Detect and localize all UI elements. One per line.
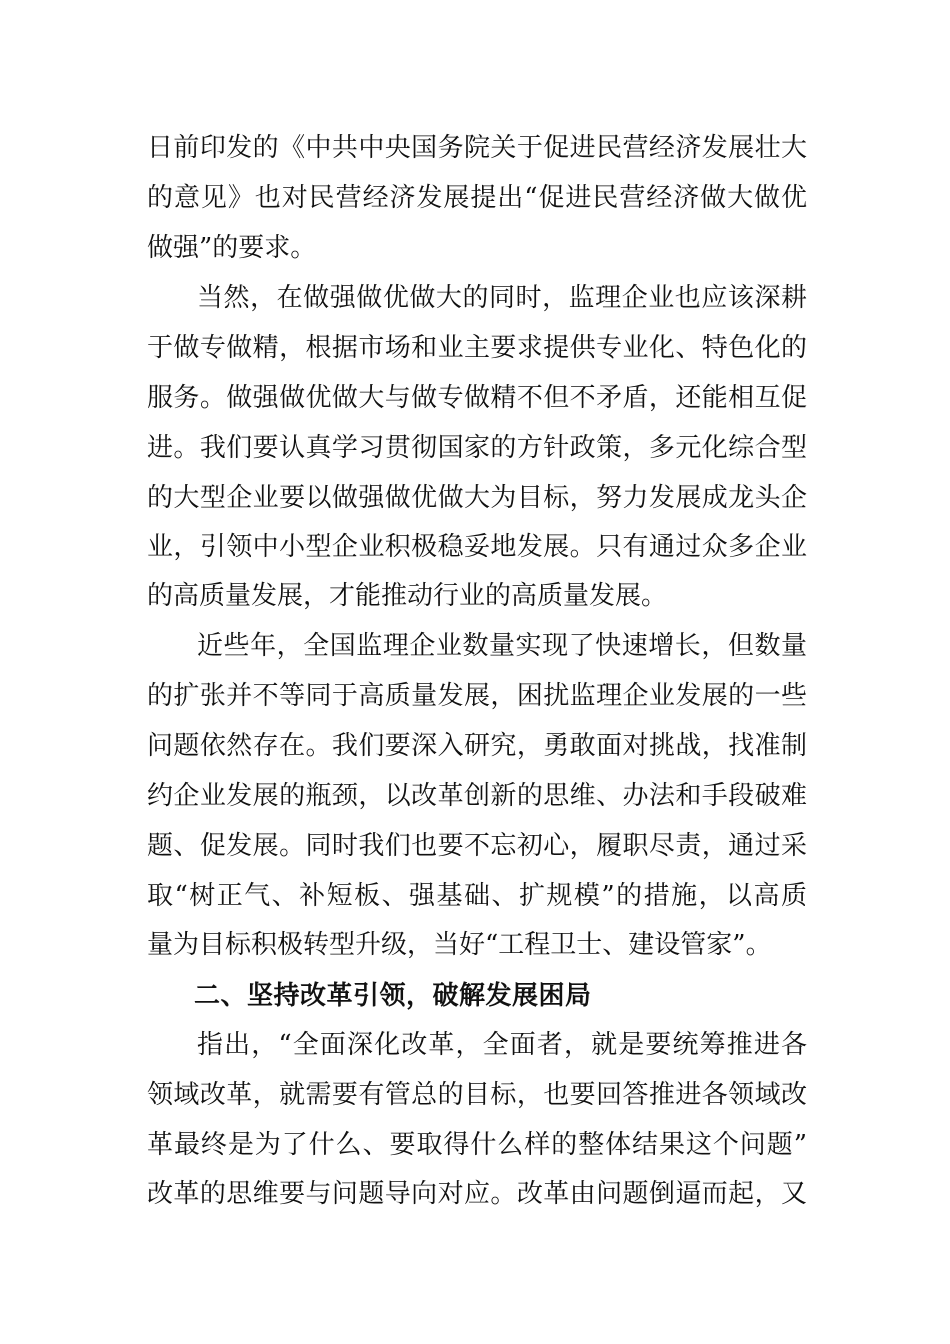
section-heading: 二、坚持改革引领，破解发展困局 [194, 981, 592, 1011]
paragraph-line: 领域改革，就需要有管总的目标，也要回答推进各领域改 [147, 1080, 807, 1110]
paragraph-line: 业，引领中小型企业积极稳妥地发展。只有通过众多企业 [147, 532, 807, 562]
paragraph-line: 约企业发展的瓶颈，以改革创新的思维、办法和手段破难 [147, 781, 807, 811]
paragraph-line: 题、促发展。同时我们也要不忘初心，履职尽责，通过采 [147, 831, 807, 861]
paragraph-line: 指出，“全面深化改革，全面者，就是要统筹推进各 [197, 1030, 807, 1060]
paragraph-line: 日前印发的《中共中央国务院关于促进民营经济发展壮大 [147, 133, 807, 163]
paragraph-line: 做强”的要求。 [147, 233, 317, 263]
paragraph-line: 进。我们要认真学习贯彻国家的方针政策，多元化综合型 [147, 433, 807, 463]
paragraph-line: 问题依然存在。我们要深入研究，勇敢面对挑战，找准制 [147, 731, 807, 761]
paragraph-line: 的大型企业要以做强做优做大为目标，努力发展成龙头企 [147, 483, 807, 513]
paragraph-line: 量为目标积极转型升级，当好“工程卫士、建设管家”。 [147, 930, 772, 960]
paragraph-line: 的高质量发展，才能推动行业的高质量发展。 [147, 581, 668, 611]
paragraph-line: 革最终是为了什么、要取得什么样的整体结果这个问题” [147, 1130, 807, 1160]
paragraph-line: 于做专做精，根据市场和业主要求提供专业化、特色化的 [147, 333, 807, 363]
paragraph-line: 当然，在做强做优做大的同时，监理企业也应该深耕 [197, 283, 807, 313]
paragraph-line: 近些年，全国监理企业数量实现了快速增长，但数量 [197, 631, 807, 661]
paragraph-line: 的扩张并不等同于高质量发展，困扰监理企业发展的一些 [147, 681, 807, 711]
paragraph-line: 取“树正气、补短板、强基础、扩规模”的措施，以高质 [147, 881, 807, 911]
paragraph-line: 服务。做强做优做大与做专做精不但不矛盾，还能相互促 [147, 383, 807, 413]
paragraph-line: 的意见》也对民营经济发展提出“促进民营经济做大做优 [147, 183, 807, 213]
paragraph-line: 改革的思维要与问题导向对应。改革由问题倒逼而起，又 [147, 1179, 807, 1209]
